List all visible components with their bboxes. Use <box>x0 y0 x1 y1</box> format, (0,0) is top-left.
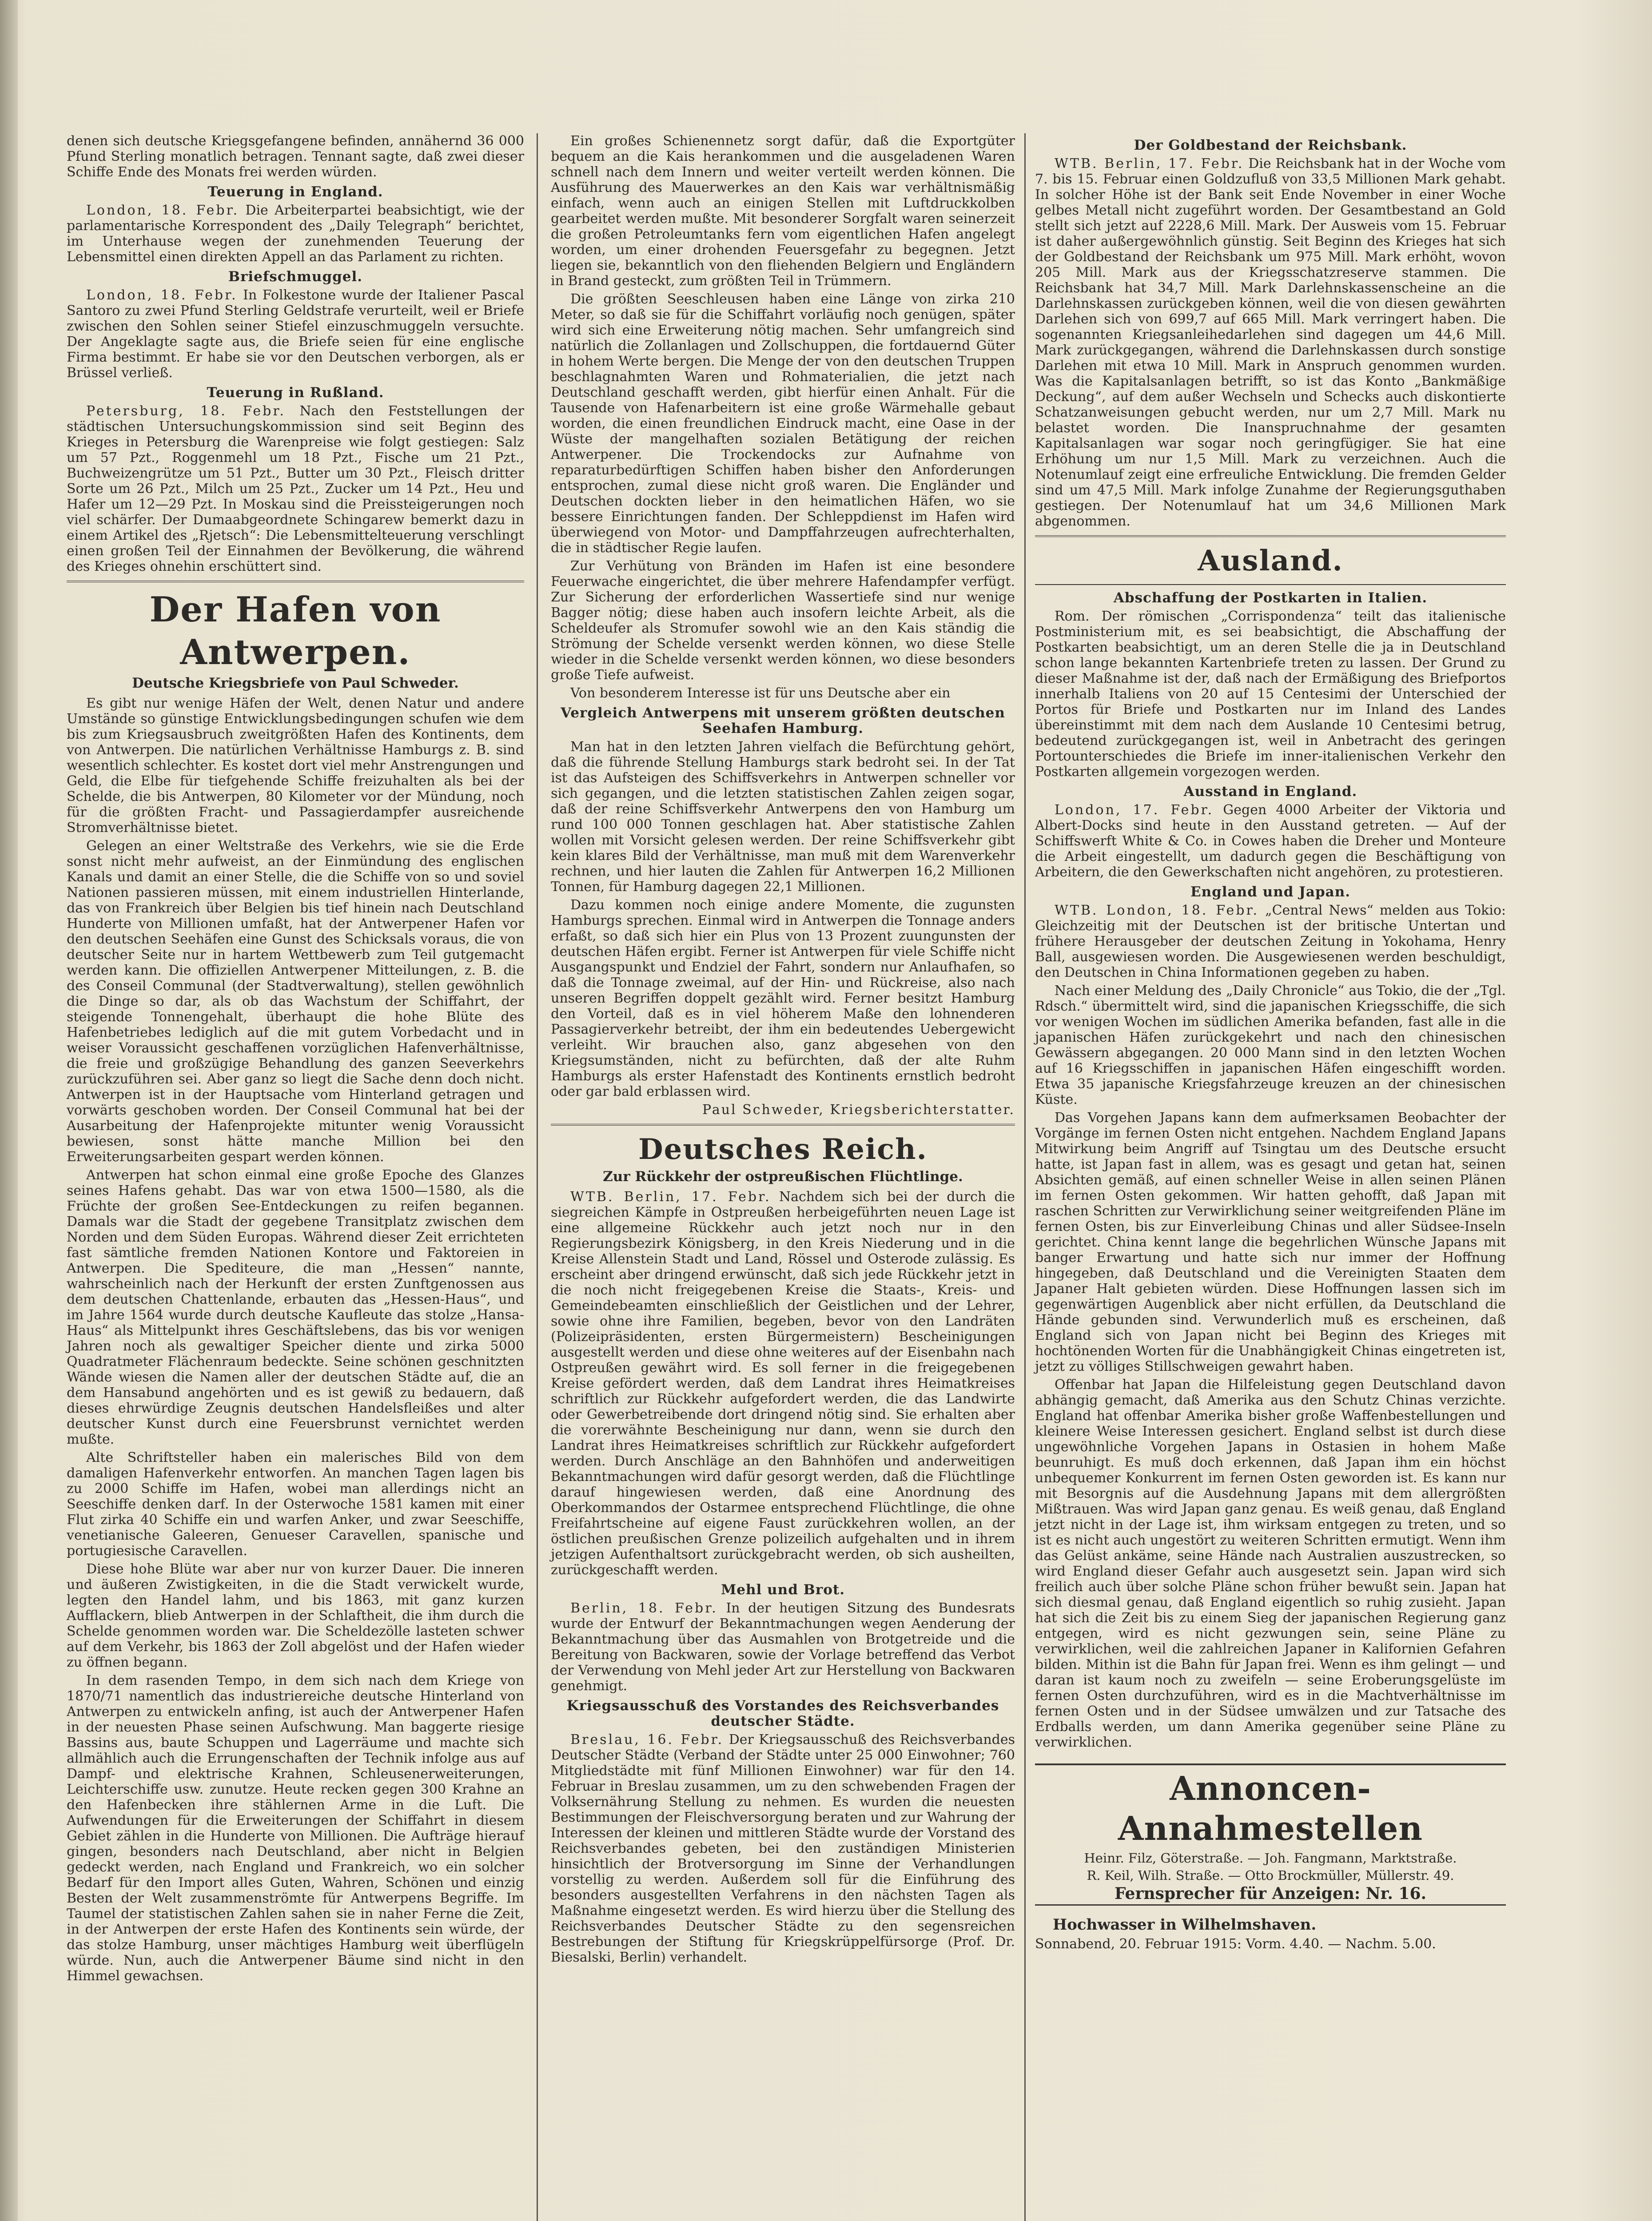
dateline: Breslau, 16. Febr. <box>570 1732 724 1747</box>
news-text: Die Reichsbank hat in der Woche vom 7. bis 15. Februar einen Goldzufluß von 33,5 Millionen Mark gehabt. In solcher Höhe ist der Bank seit Ende November in einer Woche gelbes Metall nicht zugeführt worden. Der Gesamtbestand an Gold stellt sich jetzt auf 2228,6 Mill. Mark. Der Ausweis vom 15. Februar ist daher außergewöhnlich günstig. Seit Beginn des Krieges hat sich der Goldbestand der Reichsbank um 975 Mill. Mark erhöht, wovon 205 Mill. Mark aus der Kriegsschatzreserve stammen. Die Reichsbank hat 34,7 Mill. Mark Darlehnskassenscheine an die Darlehnskassen zurückgeben können, weil die von diesen gewährten Darlehen sich von 699,7 auf 665 Mill. Mark verringert haben. Die sogenannten Kriegsanleihedarlehen sind dagegen um 44,6 Mill. Mark zurückgegangen, während die Darlehnskassen durch sonstige Darlehen mit etwa 10 Mill. Mark in Anspruch genommen wurden. Was die Kapitalsanlagen betrifft, so ist das Konto „Bankmäßige Deckung“, auf dem außer Wechseln und Schecks auch diskontierte Schatzanweisungen gebucht werden, nur um 2,7 Mill. Mark nu belastet worden. Die Inanspruchnahme der gesamten Kapitalsanlagen war sogar noch geringfügiger. Sie hat eine Erhöhung um nur 1,5 Mill. Mark zu verzeichnen. Auch die Notenumlauf zeigt eine erfreuliche Entwicklung. Die fremden Gelder sind um 47,5 Mill. Mark infolge Zunahme der Regierungsguthaben gestiegen. Der Notenumlauf hat um 34,6 Millionen Mark abgenommen. <box>1035 156 1506 529</box>
tide-times: Sonnabend, 20. Februar 1915: Vorm. 4.40. — Nachm. 5.00. <box>1035 1936 1436 1952</box>
tide-heading: Hochwasser in Wilhelmshaven. <box>1053 1916 1317 1934</box>
feature-title-hafen-antwerpen: Der Hafen von Antwerpen. <box>149 589 442 673</box>
news-item-goldbestand <box>1035 156 1506 529</box>
news-text: Gegen 4000 Arbeiter der Viktoria und Albert-Docks sind heute in den Ausstand getreten. — Auf der Schiffswerft White & Co. in Cowes haben die Dreher und Monteure die Arbeit eingestellt, um dadurch gegen die Beschäftigung von Arbeitern, die den Gewerkschaften nicht angehören, zu protestieren. <box>1035 802 1506 880</box>
section-deck: Zur Rückkehr der ostpreußischen Flüchtlinge. <box>603 1169 963 1185</box>
news-item-england-japan <box>1035 903 1506 980</box>
news-text: Der Kriegsausschuß des Reichsverbandes Deutscher Städte (Verband der Städte unter 25 000 Einwohner; 760 Mitgliedstädte mit fünf Millionen Einwohner) war für den 14. Februar in Breslau zusammen, um zu den schwebenden Fragen der Volksernährung Stellung zu nehmen. Es wurden die neuesten Bestimmungen der Fleischversorgung beraten und zur Wahrung der Interessen der kleinen und mittleren Städte wurde der Vorstand des Reichsverbandes gebeten, bei den zuständigen Ministerien hinsichtlich der Brotversorgung im Sinne der Verhandlungen vorstellig zu werden. Außerdem soll für die Einführung des besonders ausgestellten Verfahrens in den nächsten Tagen als Maßnahme eingesetzt werden. Es wird hierzu über die Stellung des Reichsverbandes Deutscher Städte zu den segensreichen Bestrebungen der Stiftung für Kriegskrüppelfürsorge (Prof. Dr. Biesalski, Berlin) verhandelt. <box>551 1732 1015 1965</box>
column-rule-1 <box>537 133 538 2221</box>
news-item-teuerung-england <box>67 203 524 265</box>
dateline: London, 17. Febr. <box>1055 802 1214 818</box>
feature-paragraph: Alte Schriftsteller haben ein malerisches Bild von dem damaligen Hafenverkehr entworfen. An manchen Tagen lagen bis zu 2000 Schiffe im Hafen, wobei man allerdings nicht an Seeschiffe denken darf. In der Osterwoche 1581 kamen mit einer Flut zirka 40 Schiffe ein und warfen Anker, und zwar Seeschiffe, venetianische Galeeren, Genueser Caravellen, spanische und portugiesische Caravellen. <box>67 1450 524 1559</box>
news-item-postkarten: Rom. Der römischen „Corrispondenza“ teilt das italienische Postministerium mit, es sei beabsichtigt, die Abschaffung der Postkarten beabsichtigt, um an deren Stelle die ja in Deutschland schon lange bekannten Kartenbriefe treten zu lassen. Der Grund zu dieser Maßnahme ist der, daß nach der Ermäßigung des Briefportos innerhalb Italiens von 20 auf 15 Centesimi der Unterschied der Portos für Briefe und Postkarten nur im Inland des Landes übereinstimmt mit dem nach dem Auslande 10 Centesimi betrug, bedeutend zurückgegangen ist, weil in Anbetracht des geringen Portounterschiedes die Briefe im inner-italienischen Verkehr den Postkarten allgemein vorgezogen werden. <box>1035 609 1506 780</box>
dateline: WTB. Berlin, 17. Febr. <box>1055 156 1244 171</box>
dateline: WTB. Berlin, 17. Febr. <box>570 1189 771 1205</box>
feature-paragraph: Man hat in den letzten Jahren vielfach die Befürchtung gehört, daß die führende Stellung Hamburgs stark bedroht sei. In der Tat ist das Aufsteigen des Schiffsverkehrs in Antwerpen schneller vor sich gegangen, und die letzten statistischen Zahlen zeigen sogar, daß der reine Schiffsverkehr Antwerpens den von Hamburg um rund 100 000 Tonnen geschlagen hat. Aber statistische Zahlen wollen mit Vorsicht gelesen werden. Der reine Schiffsverkehr gibt kein klares Bild der Verhältnisse, man muß mit dem Warenverkehr rechnen, und hier lauten die Zahlen für Antwerpen 16,2 Millionen Tonnen, für Hamburg dagegen 22,1 Millionen. <box>551 739 1015 895</box>
feature-paragraph: Es gibt nur wenige Häfen der Welt, denen Natur und andere Umstände so günstige Entwicklungsbedingungen schufen wie dem bis zum Kriegsausbruch zweitgrößten Hafen des Kontinents, dem von Antwerpen. Die natürlichen Verhältnisse Hamburgs z. B. sind wesentlich schlechter. Es kostet dort viel mehr Anstrengungen und Geld, die Elbe für tiefgehende Schiffe freizuhalten als bei der Schelde, die bis Antwerpen, 80 Kilometer vor der Mündung, noch für die größten Fracht- und Passagierdampfer ausreichende Stromverhältnisse bietet. <box>67 696 524 836</box>
dateline: WTB. London, 18. Febr. <box>1055 903 1259 918</box>
news-text: In der heutigen Sitzung des Bundesrats wurde der Entwurf der Bekanntmachungen wegen Aenderung der Bekanntmachung über das Ausmahlen von Brotgetreide und die Bereitung von Backwaren, sowie der Vorlage betreffend das Verbot der Verwendung von Mehl jeder Art zur Herstellung von Backwaren genehmigt. <box>551 1600 1015 1694</box>
feature-deck: Deutsche Kriegsbriefe von Paul Schweder. <box>132 675 459 691</box>
feature-paragraph: Dazu kommen noch einige andere Momente, die zugunsten Hamburgs sprechen. Einmal wird in Antwerpen die Tonnage anders erfaßt, so daß sich hier ein Plus von 13 Prozent zuungunsten der deutschen Häfen ergibt. Ferner ist Antwerpen für viele Schiffe nicht Ausgangspunkt und Endziel der Fahrt, sondern nur Anlaufhafen, so daß die Tonnage zweimal, auf der Hin- und Rückreise, also nach unseren Begriffen doppelt gezählt wird. Ferner besitzt Hamburg den Vorteil, daß es in viel höherem Maße den lohnenderen Passagierverkehr betreibt, der ihm ein bedeutendes Uebergewicht verleiht. Wir brauchen also, ganz abgesehen von den Kriegsumständen, nicht zu befürchten, daß der alte Ruhm Hamburgs als erster Hafenstadt des Kontinents ernstlich bedroht oder gar bald erblassen wird. <box>551 897 1015 1099</box>
section-heading-teuerung-russland: Teuerung in Rußland. <box>207 385 384 401</box>
section-divider <box>551 1124 1015 1126</box>
section-heading-teuerung-england: Teuerung in England. <box>207 184 383 200</box>
news-text: In Folkestone wurde der Italiener Pascal Santoro zu zwei Pfund Sterling Geldstrafe verurteilt, weil er Briefe zwischen den Sohlen seiner Stiefel einzuschmuggeln versuchte. Der Angeklagte sagte aus, die Briefe seien für eine englische Firma bestimmt. Er habe sie vor den Deutschen verborgen, als er Brüssel verließ. <box>67 287 524 381</box>
ad-phone: Fernsprecher für Anzeigen: Nr. 16. <box>1114 1884 1427 1903</box>
section-divider <box>1035 584 1506 585</box>
feature-paragraph: Diese hohe Blüte war aber nur von kurzer Dauer. Die inneren und äußeren Zwistigkeiten, in die die Stadt verwickelt wurde, legten den Handel lahm, und bis 1863, mit ganz kurzen Aufflackern, blieb Antwerpen in der Schlaftheit, die ihm durch die Schelde genommen worden war. Die Scheldezölle lasteten schwer auf dem Verkehr, bis 1863 der Zoll abgelöst und der Hafen wieder zu öffnen begann. <box>67 1561 524 1670</box>
dateline: Petersburg, 18. Febr. <box>86 403 286 419</box>
feature-paragraph: Antwerpen hat schon einmal eine große Epoche des Glanzes seines Hafens gehabt. Das war von etwa 1500—1580, als die Früchte der großen See-Entdeckungen zu reifen begannen. Damals war die Stadt der gegebene Transitplatz zwischen dem Norden und dem Süden Europas. Während dieser Zeit errichteten fast sämtliche fremden Nationen Kontore und Faktoreien in Antwerpen. Die Spediteure, die man „Hessen“ nannte, wahrscheinlich nach der Herkunft der ersten Zunftgenossen aus dem deutschen Chattenlande, erbauten das „Hessen-Haus“, und im Jahre 1564 wurde durch deutsche Kaufleute das stolze „Hansa-Haus“ als Mittelpunkt ihres Geschäftslebens, das bis vor wenigen Jahren noch als gewaltiger Speicher diente und zirka 5000 Quadratmeter Flächenraum bedeckte. Seine schönen geschnitzten Wände wiesen die Namen aller der deutschen Städte auf, die an dem Hansabund angehörten und es ist gewiß zu bedauern, daß dieses ehrwürdige Zeugnis deutschen Handelsfleißes und alter deutscher Kunst durch eine Feuersbrunst vernichtet werden mußte. <box>67 1167 524 1447</box>
news-item-briefschmuggel <box>67 287 524 381</box>
news-text: „Central News“ melden aus Tokio: Gleichzeitig mit der Deutschen ist der britische Untertan und frühere Herausgeber der deutschen Zeitung in Yokohama, Henry Ball, ausgewiesen worden. Die Ausgewiesenen werden beschuldigt, den Deutschen in China Informationen gegeben zu haben. <box>1035 903 1506 980</box>
column-1 <box>67 133 524 1986</box>
feature-paragraph: Gelegen an einer Weltstraße des Verkehrs, wie sie die Erde sonst nicht mehr aufweist, an der Einmündung des englischen Kanals und damit an einer Stelle, die die Schiffe von so und soviel Nationen passieren müssen, mit einem industriellen Hinterlande, das von Frankreich über Belgien bis tief hinein nach Deutschland Hunderte von Millionen umfaßt, hat der Antwerpener Hafen vor den deutschen Seehäfen eine Gunst des Schicksals voraus, die von deutscher Seite nur in hartem Wettbewerb zum Teil gutgemacht werden kann. Die offiziellen Antwerpener Mitteilungen, z. B. die des Conseil Communal (der Stadtverwaltung), stellen gewöhnlich die Dinge so dar, als ob das Wachstum der Schiffahrt, der steigende Tonnengehalt, überhaupt die hohe Blüte des Hafenbetriebes lediglich auf die mit gutem Vorbedacht und in weiser Voraussicht geschaffenen vorzüglichen Hafenverhältnisse, die freie und großzügige Behandlung des ganzen Seeverkehrs zurückzuführen sei. Aber ganz so liegt die Sache denn doch nicht. Antwerpen ist in der Hauptsache vom Hinterland getragen und vorwärts geschoben worden. Der Conseil Communal hat bei der Ausarbeitung der Hafenprojekte mitunter wenig Voraussicht bewiesen, sonst hätte manche Million bei den Erweiterungsarbeiten gespart werden können. <box>67 838 524 1165</box>
section-heading-briefschmuggel: Briefschmuggel. <box>228 269 363 285</box>
ad-line: Heinr. Filz, Göterstraße. — Joh. Fangmann, Marktstraße. <box>1084 1851 1457 1866</box>
news-paragraph: Nach einer Meldung des „Daily Chronicle“ aus Tokio, die der „Tgl. Rdsch.“ übermittelt wird, sind die japanischen Kriegsschiffe, die sich vor wenigen Wochen im südlichen Amerika befanden, fast alle in die japanischen Häfen zurückgekehrt und nach den chinesischen Gewässern abgegangen. 20 000 Mann sind in den letzten Wochen auf 16 Kriegsschiffen in japanischen Häfen eingeschifft worden. Etwa 35 japanische Kriegsfahrzeuge kreuzen an der chinesischen Küste. <box>1035 983 1506 1107</box>
section-heading-postkarten-italien: Abschaffung der Postkarten in Italien. <box>1113 590 1428 606</box>
news-text: Nachdem sich bei der durch die siegreichen Kämpfe in Ostpreußen herbeigeführten neuen Lage ist eine allgemeine Rückkehr auch jetzt noch nur in den Regierungsbezirk Königsberg, in den Kreis Niederung und in die Kreise Allenstein Stadt und Land, Rössel und Osterode zulässig. Es erscheint aber dringend erwünscht, daß sich jede Rückkehr jetzt in die noch nicht freigegebenen Kreise die Staats-, Kreis- und Gemeindebeamten einschließlich der Geistlichen und der Lehrer, sowie ohne ihre Familien, begeben, bevor von den Landräten (Polizeipräsidenten, ersten Bürgermeistern) Bescheinigungen ausgestellt werden und diese ohne weiteres auf der Eisenbahn nach Ostpreußen gewährt wird. Es soll ferner in die freigegebenen Kreise gefördert werden, daß dem Landrat ihres Heimatkreises schriftlich zur Rückkehr aufgefordert werden, die das Landwirte oder Gewerbetreibende dort dringend nötig sind. Sie erhalten aber die vorerwähnte Bescheinigung nur dann, wenn sie durch den Landrat ihres Heimatkreises schriftlich zur Rückkehr aufgefordert werden. Durch Anschläge an den Bahnhöfen und anderweitigen Bekanntmachungen wird dafür gesorgt werden, daß die Flüchtlinge darauf hingewiesen werden, daß eine Anordnung des Oberkommandos der Ostarmee entsprechend Flüchtlinge, die ohne Freifahrtscheine auf eigene Faust zurückkehren wollen, an der östlichen preußischen Grenze polizeilich aufgehalten und in ihrem jetzigen Aufenthaltsort zurückgebracht werden, ob sich ausheilten, zurückgeschafft werden. <box>551 1189 1015 1578</box>
section-heading-ausstand-england: Ausstand in England. <box>1183 784 1357 800</box>
section-divider <box>67 581 524 582</box>
section-heading-kriegsausschuss: Kriegsausschuß des Vorstandes des Reichsverbandes deutscher Städte. <box>566 1698 999 1729</box>
feature-paragraph: Ein großes Schienennetz sorgt dafür, daß die Exportgüter bequem an die Kais herankommen und die ausgeladenen Waren schnell nach dem Innern und weiter verteilt werden können. Die Ausführung des Mauerwerkes an den Kais war verhältnismäßig einfach, wenn auch an einigen Stellen mit Luftdruckkolben gearbeitet werden mußte. Mit besonderer Sorgfalt waren seinerzeit die großen Petroleumtanks fern vom eigentlichen Hafen angelegt worden, um einer drohenden Feuersgefahr zu begegnen. Jetzt liegen sie, bekanntlich von den fliehenden Belgiern und Engländern in Brand gesteckt, zum größten Teil in Trümmern. <box>551 133 1015 289</box>
column-rule-2 <box>1024 133 1026 2221</box>
ad-line: R. Keil, Wilh. Straße. — Otto Brockmüller, Müllerstr. 49. <box>1087 1868 1454 1883</box>
news-item-teuerung-russland <box>67 403 524 574</box>
news-item-kriegsausschuss <box>551 1732 1015 1965</box>
advertisement-box <box>1035 1763 1506 1906</box>
dateline: London, 18. Febr. <box>86 203 239 218</box>
intro-paragraph: denen sich deutsche Kriegsgefangene befinden, annähernd 36 000 Pfund Sterling monatlich betragen. Tennant sagte, daß zwei dieser Schiffe Ende des Monats frei werden würden. <box>67 133 524 180</box>
section-heading-england-japan: England und Japan. <box>1190 884 1351 900</box>
news-item-mehl-brot <box>551 1600 1015 1694</box>
news-item-fluechtlinge <box>551 1189 1015 1578</box>
page-binding-edge <box>0 0 18 2221</box>
ad-title: Annoncen-Annahmestellen <box>1118 1770 1423 1848</box>
column-2 <box>551 133 1015 1968</box>
news-paragraph: Offenbar hat Japan die Hilfeleistung gegen Deutschland davon abhängig gemacht, daß Amerika aus den Schutz Chinas verzichte. England hat offenbar Amerika bisher große Waffenbestellungen und kleinere Weise Interessen gesichert. England selbst ist durch diese ungewöhnliche Vorgehen Japans in Ostasien in hohem Maße beunruhigt. Es muß doch erkennen, daß Japan ihm ein höchst unbequemer Konkurrent im fernen Osten geworden ist. Es kann nur mit Besorgnis auf die Ausdehnung Japans mit dem allergrößten Mißtrauen. Was wird Japan ganz genau. Es weiß genau, daß England jetzt nicht in der Lage ist, ihm wirksam entgegen zu treten, und so ist es nicht auch ungestört zu weiteren Schritten ermutigt. Wenn ihm das Gelüst ankäme, seine Hände nach Australien auszustrecken, so wird England dieser Gefahr auch ausgesetzt sein. Japan wird sich freilich auch über solche Pläne schon früher bewußt sein. Japan hat sich diesmal genau, daß England eigentlich so ruhig zusieht. Japan hat sich die Zeit bis zu einem Sieg der japanischen Regierung ganz entgegen, wird es nicht gezwungen sein, seine Pläne zu verwirklichen, weil die zahlreichen Japaner in Kalifornien Gefahren bilden. Mithin ist die Bahn für Japan frei. Wenn es ihm gelingt — und daran ist kaum noch zu zweifeln — seine Eroberungsgelüste im fernen Osten durchzuführen, wird es in die Machtverhältnisse im fernen Osten und in der Südsee umwälzen und zur Tatsache des Erdballs werden, um dann Amerika gegenüber seine Pläne zu verwirklichen. <box>1035 1377 1506 1750</box>
feature-paragraph: Von besonderem Interesse ist für uns Deutsche aber ein <box>570 685 951 701</box>
feature-byline: Paul Schweder, Kriegsberichterstatter. <box>702 1102 1015 1118</box>
news-item-ausstand <box>1035 802 1506 880</box>
feature-paragraph: Zur Verhütung von Bränden im Hafen ist eine besondere Feuerwache eingerichtet, die über mehrere Hafendampfer verfügt. Zur Sicherung der erforderlichen Wassertiefe sind nur wenige Bagger nötig; diese haben auch insofern leichte Arbeit, als die Scheldeufer als Stromufer sowohl wie an den Kais ständig die Strömung der Schelde versenkt werden können, wo diese Stelle wieder in die Schelde versenkt werden können, wo diese besonders große Tiefe aufweist. <box>551 558 1015 683</box>
feature-subheading-vergleich: Vergleich Antwerpens mit unserem größten deutschen Seehafen Hamburg. <box>561 705 1005 736</box>
column-3 <box>1035 133 1506 1954</box>
news-text: Die Arbeiterpartei beabsichtigt, wie der parlamentarische Korrespondent des „Daily Telegraph“ berichtet, im Unterhause wegen der zunehmenden Teuerung der Lebensmittel einen direkten Appell an das Parlament zu richten. <box>67 203 524 265</box>
feature-paragraph: In dem rasenden Tempo, in dem sich nach dem Kriege von 1870/71 namentlich das industriereiche deutsche Hinterland von Antwerpen zu entwickeln anfing, ist auch der Antwerpener Hafen in der neuesten Phase seinen Aufschwung. Man baggerte riesige Bassins aus, baute Schuppen und Lagerräume und machte sich allmählich auch die Errungenschaften der Technik infolge aus auf Dampf- und elektrische Krahnen, Schleusenerweiterungen, Leichterschiffe usw. zunutze. Heute recken gegen 300 Krahne an den Hafenbecken ihre stählernen Arme in die Luft. Die Aufwendungen für die Erweiterungen der Schiffahrt in diesem Gebiet zählen in die Hunderte von Millionen. Die Aufträge hierauf gingen, besonders nach Deutschland, aber nicht in Belgien gedeckt werden, nach England und Frankreich, wo ein solcher Bedarf für den Import alles Guten, Wahren, Schönen und einzig Besten der Welt zusammenströmte für Antwerpens Begriffe. Im Taumel der statistischen Zahlen sahen sie in naher Ferne die Zeit, in der Antwerpen der erste Hafen des Kontinents sein würde, der das stolze Hamburg, unser mächtiges Hamburg weit überflügeln würde. Nun, auch die Antwerpener Bäume sind nicht in den Himmel gewachsen. <box>67 1673 524 1984</box>
news-paragraph: Das Vorgehen Japans kann dem aufmerksamen Beobachter der Vorgänge im fernen Osten nicht entgehen. Nachdem England Japans Mitwirkung beim Angriff auf Tsingtau um des Deutsche ersucht hatte, ist Japan fast in allem, was es gesagt und getan hat, seinen Absichten gemäß, auf einen schneller Weise in allen seinen Plänen im fernen Osten gekommen. Wir hatten gehofft, daß Japan mit raschen Schritten zur Verwirklichung seiner weitgreifenden Pläne im fernen Osten, bis zur Einverleibung Chinas und aller Südsee-Inseln gerichtet. China kennt lange die begehrlichen Wünsche Japans mit banger Erwartung und hatte sich nur immer der Hoffnung hingegeben, daß Deutschland und die Vereinigten Staaten dem Japaner Halt gebieten würden. Diese Hoffnungen lassen sich im gegenwärtigen Augenblick aber nicht erfüllen, da Deutschland die Hände gebunden sind. Verwunderlich muß es erscheinen, daß England sich von Japan nicht bei Beginn des Krieges mit hochtönenden Worten für die Unabhängigkeit Chinas eingetreten ist, jetzt zu völliges Stillschweigen gewahrt haben. <box>1035 1110 1506 1374</box>
section-heading-goldbestand: Der Goldbestand der Reichsbank. <box>1134 137 1407 153</box>
dateline: London, 18. Febr. <box>86 287 238 303</box>
news-text: Nach den Feststellungen der städtischen Untersuchungskommission sind seit Beginn des Krieges in Petersburg die Warenpreise wie folgt gestiegen: Salz um 57 Pzt., Roggenmehl um 18 Pzt., Fische um 21 Pzt., Buchweizengrütze um 51 Pzt., Butter um 30 Pzt., Fleisch dritter Sorte um 26 Pzt., Milch um 25 Pzt., Zucker um 14 Pzt., Heu und Hafer um 12—29 Pzt. In Moskau sind die Preissteigerungen noch viel schärfer. Der Dumaabgeordnete Schingarew bemerkt dazu in einem Artikel des „Rjetsch“: Die Lebensmittelteuerung verschlingt einen großen Teil der Einnahmen der Bevölkerung, die während des Krieges ohnehin erschüttert sind. <box>67 403 524 574</box>
section-title-ausland: Ausland. <box>1198 544 1343 577</box>
feature-paragraph: Die größten Seeschleusen haben eine Länge von zirka 210 Meter, so daß sie für die Schiffahrt vorläufig noch genügen, später wird sich eine Erweiterung nötig machen. Sehr umfangreich sind natürlich die Zollanlagen und Zollschuppen, die fortdauernd Güter in hohem Werte bergen. Die Menge der von den deutschen Truppen beschlagnahmten Waren und Rohmaterialien, die jetzt nach Deutschland geschafft werden, gibt hierfür einen Anhalt. Für die Tausende von Hafenarbeitern ist eine große Wärmehalle gebaut worden, die einen freundlichen Eindruck macht, eine Oase in der Wüste der mangelhaften sozialen Betätigung der reichen Antwerpener. Die Trockendocks zur Aufnahme von reparaturbedürftigen Schiffen haben bisher den Anforderungen entsprochen, zumal diese nicht groß waren. Die Engländer und Deutschen dockten lieber in den heimatlichen Häfen, wo sie bessere Einrichtungen fanden. Der Schleppdienst im Hafen wird überwiegend von Motor- und Dampffahrzeugen aufrechterhalten, die in städtischer Regie laufen. <box>551 291 1015 556</box>
section-heading-mehl-brot: Mehl und Brot. <box>721 1582 845 1598</box>
dateline: Berlin, 18. Febr. <box>570 1600 718 1616</box>
section-divider <box>1035 535 1506 537</box>
section-title-deutsches-reich: Deutsches Reich. <box>638 1133 928 1166</box>
